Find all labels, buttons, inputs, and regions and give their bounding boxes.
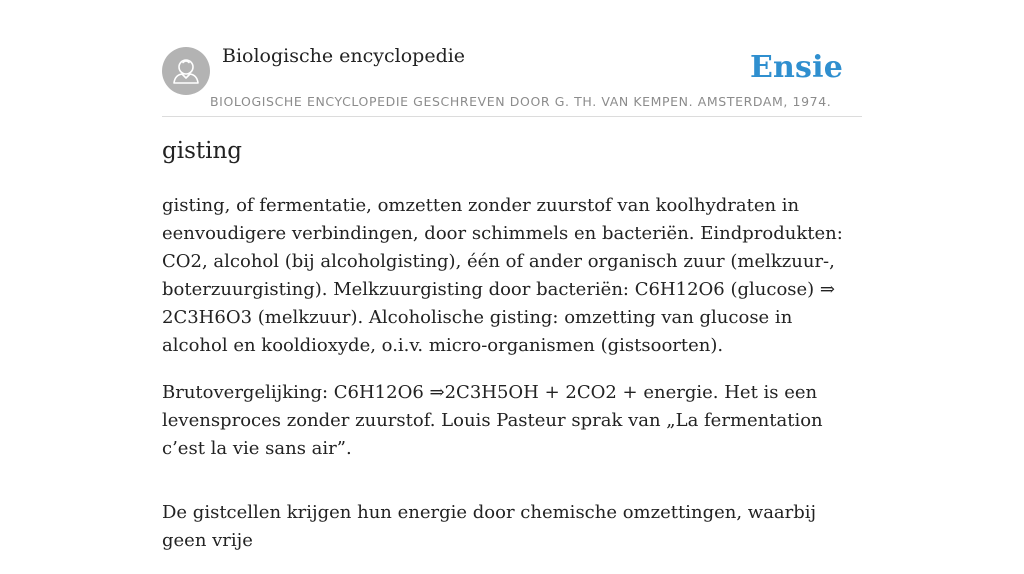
source-header xyxy=(162,0,862,117)
article-paragraph: De gistcellen krijgen hun energie door chemische omzettingen, waarbij geen vrije xyxy=(162,502,817,551)
source-title[interactable]: Biologische encyclopedie xyxy=(222,45,466,67)
article-paragraph: gisting, of fermentatie, omzetten zonder zuurstof van koolhydraten in eenvoudigere verbindingen, door schimmels en bacteriën. Eindprodukten: CO2, alcohol (bij alcoholgisting), één of ander organisch zuur (melkzuur-, boterzuurgisting). Melkzuurgisting door bacteriën: C6H12O6 (glucose) ⇒ 2C3H6O3 (melkzuur). Alcoholische gisting: omzetting van glucose in alcohol en kooldioxyde, o.i.v. micro-organismen (gistsoorten). xyxy=(162,195,843,356)
source-description: BIOLOGISCHE ENCYCLOPEDIE GESCHREVEN DOOR G. TH. VAN KEMPEN. AMSTERDAM, 1974. xyxy=(210,94,832,109)
user-avatar-icon[interactable] xyxy=(162,47,210,95)
brand-logo[interactable]: Ensie xyxy=(749,50,843,85)
article-body xyxy=(162,192,862,574)
entry-title: gisting xyxy=(162,138,243,164)
article-paragraph: Brutovergelijking: C6H12O6 ⇒2C3H5OH + 2CO2 + energie. Het is een levensproces zonder zuurstof. Louis Pasteur sprak van „La fermentation c’est la vie sans air”. xyxy=(162,382,823,459)
article-container xyxy=(162,0,862,551)
